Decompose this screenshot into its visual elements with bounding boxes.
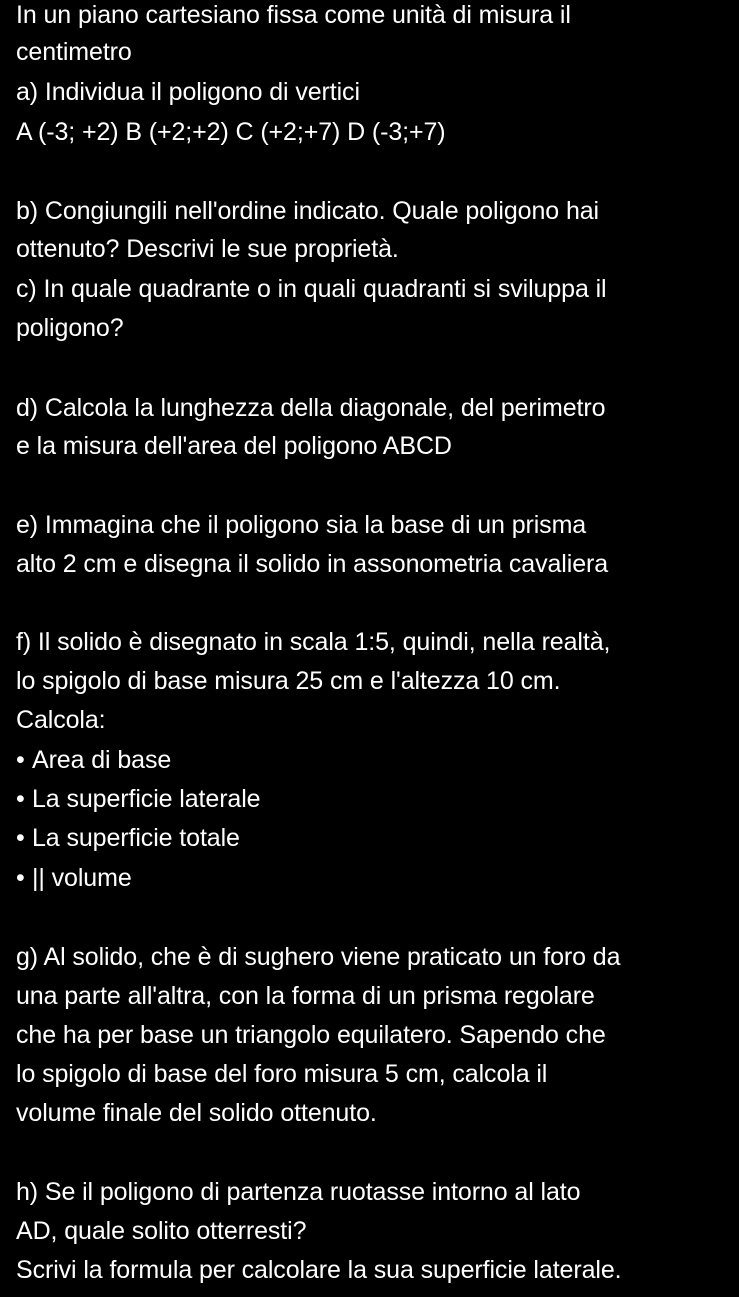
question-d-line-2: e la misura dell'area del poligono ABCD (16, 432, 452, 460)
question-a-line-1: a) Individua il poligono di vertici (16, 78, 360, 106)
bullet-icon: • (16, 746, 25, 774)
question-e-line-2: alto 2 cm e disegna il solido in assonometria cavaliera (16, 550, 609, 578)
question-f-line-2: lo spigolo di base misura 25 cm e l'altezza 10 cm. (16, 667, 561, 695)
bullet-item-label: La superficie totale (32, 824, 240, 852)
question-h-line-1: h) Se il poligono di partenza ruotasse intorno al lato (16, 1178, 581, 1206)
bullet-item-label: Area di base (32, 746, 172, 774)
bullet-item-volume (16, 863, 132, 893)
question-c-line-2: poligono? (16, 314, 124, 342)
question-c-line-1: c) In quale quadrante o in quali quadranti si sviluppa il (16, 275, 607, 303)
bullet-item-label: || volume (32, 864, 132, 892)
bullet-item-superficie-totale (16, 823, 240, 853)
question-f-line-1: f) Il solido è disegnato in scala 1:5, quindi, nella realtà, (16, 628, 611, 656)
intro-line-2: centimetro (16, 38, 132, 66)
bullet-icon: • (16, 824, 25, 852)
question-g-line-4: lo spigolo di base del foro misura 5 cm, calcola il (16, 1060, 548, 1088)
question-g-line-1: g) Al solido, che è di sughero viene praticato un foro da (16, 943, 621, 971)
bullet-item-area-base (16, 745, 171, 775)
bullet-icon: • (16, 864, 25, 892)
question-d-line-1: d) Calcola la lunghezza della diagonale, del perimetro (16, 394, 606, 422)
intro-line-1: In un piano cartesiano fissa come unità di misura il (16, 1, 571, 29)
question-h-line-3: Scrivi la formula per calcolare la sua superficie laterale. (16, 1256, 622, 1284)
question-g-line-3: che ha per base un triangolo equilatero. Sapendo che (16, 1021, 606, 1049)
question-e-line-1: e) Immagina che il poligono sia la base di un prisma (16, 511, 587, 539)
question-g-line-5: volume finale del solido ottenuto. (16, 1099, 377, 1127)
question-b-line-1: b) Congiungili nell'ordine indicato. Quale poligono hai (16, 197, 600, 225)
question-f-line-3: Calcola: (16, 706, 106, 734)
question-b-line-2: ottenuto? Descrivi le sue proprietà. (16, 235, 399, 263)
question-h-line-2: AD, quale solito otterresti? (16, 1217, 307, 1245)
bullet-item-superficie-laterale (16, 784, 261, 814)
question-a-vertices: A (-3; +2) B (+2;+2) C (+2;+7) D (-3;+7) (16, 118, 446, 146)
question-g-line-2: una parte all'altra, con la forma di un prisma regolare (16, 982, 595, 1010)
bullet-icon: • (16, 785, 25, 813)
bullet-item-label: La superficie laterale (32, 785, 261, 813)
